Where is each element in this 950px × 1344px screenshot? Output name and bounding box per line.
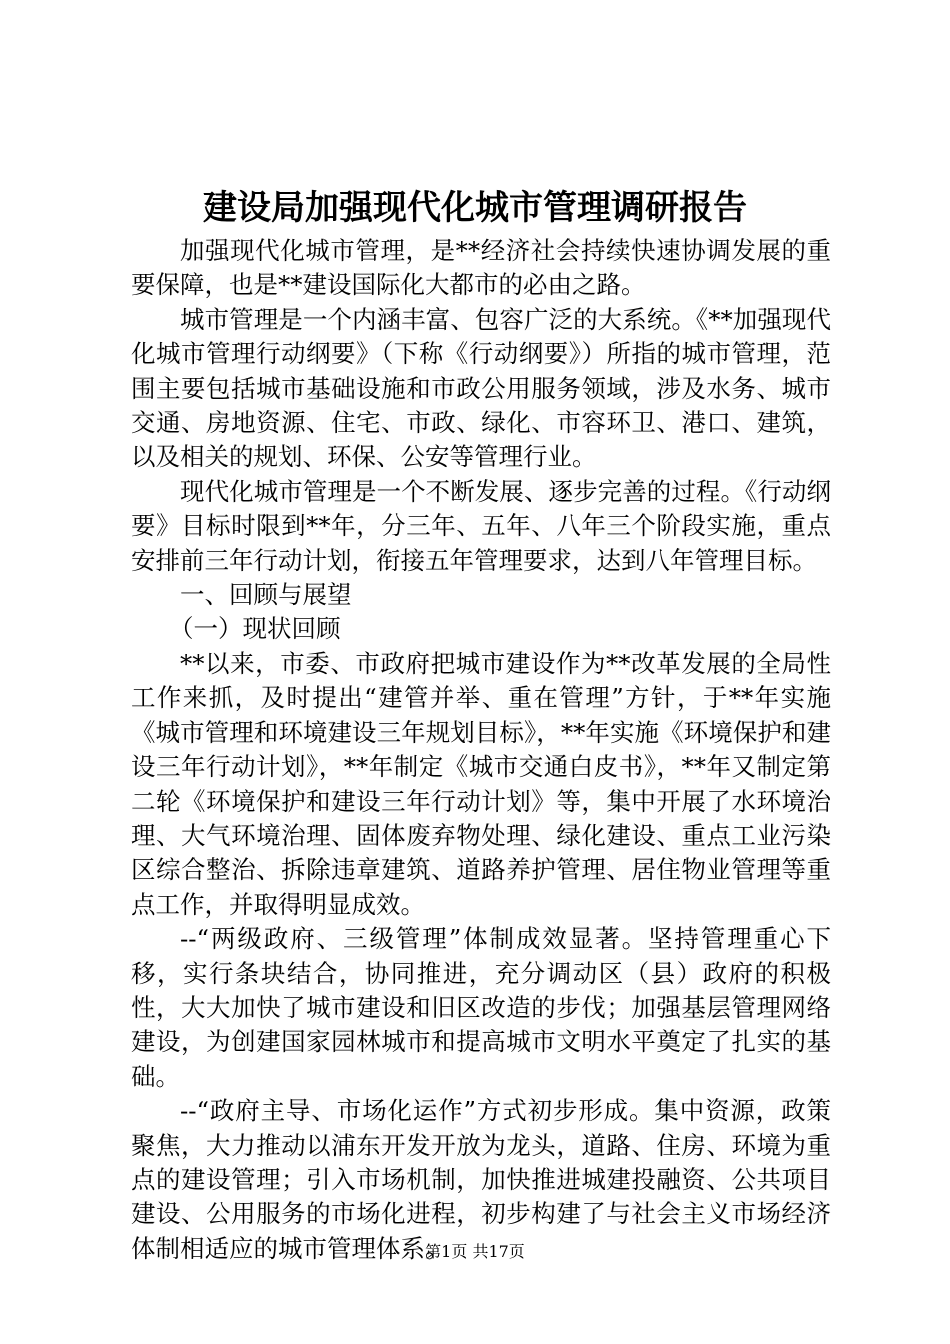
paragraph-scope: 城市管理是一个内涵丰富、包容广泛的大系统。《**加强现代化城市管理行动纲要》（下称《行动纲要》）所指的城市管理，范围主要包括城市基础设施和市政公用服务领域，涉及水务、城市交通、房地资源、住宅、市政、绿化、市容环卫、港口、建筑，以及相关的规划、环保、公安等管理行业。 bbox=[131, 304, 831, 472]
paragraph-two-level-government: --“两级政府、三级管理”体制成效显著。坚持管理重心下移，实行条块结合，协同推进，充分调动区（县）政府的积极性，大大加快了城市建设和旧区改造的步伐；加强基层管理网络建设，为创建国家园林城市和提高城市文明水平奠定了扎实的基础。 bbox=[131, 924, 831, 1091]
document-title: 建设局加强现代化城市管理调研报告 bbox=[203, 188, 747, 228]
document-body bbox=[131, 234, 831, 1266]
paragraph-intro: 加强现代化城市管理，是**经济社会持续快速协调发展的重要保障，也是**建设国际化大都市的必由之路。 bbox=[131, 236, 831, 300]
paragraph-review: **以来，市委、市政府把城市建设作为**改革发展的全局性工作来抓，及时提出“建管并举、重在管理”方针，于**年实施《城市管理和环境建设三年规划目标》，**年实施《环境保护和建设三年行动计划》，**年制定《城市交通白皮书》，**年又制定第二轮《环境保护和建设三年行动计划》等，集中开展了水环境治理、大气环境治理、固体废弃物处理、绿化建设、重点工业污染区综合整治、拆除违章建筑、道路养护管理、居住物业管理等重点工作，并取得明显成效。 bbox=[131, 648, 831, 919]
subsection-heading: （一）现状回顾 bbox=[168, 614, 341, 644]
page-footer: 第1页 共17页 bbox=[425, 1242, 525, 1261]
section-heading: 一、回顾与展望 bbox=[180, 580, 352, 610]
paragraph-market-operation: --“政府主导、市场化运作”方式初步形成。集中资源，政策聚焦，大力推动以浦东开发开放为龙头，道路、住房、环境为重点的建设管理；引入市场机制，加快推进城建投融资、公共项目建设、公用服务的市场化进程，初步构建了与社会主义市场经济体制相适应的城市管理体系。 bbox=[131, 1096, 831, 1263]
paragraph-timeline: 现代化城市管理是一个不断发展、逐步完善的过程。《行动纲要》目标时限到**年，分三年、五年、八年三个阶段实施，重点安排前三年行动计划，衔接五年管理要求，达到八年管理目标。 bbox=[131, 476, 831, 575]
